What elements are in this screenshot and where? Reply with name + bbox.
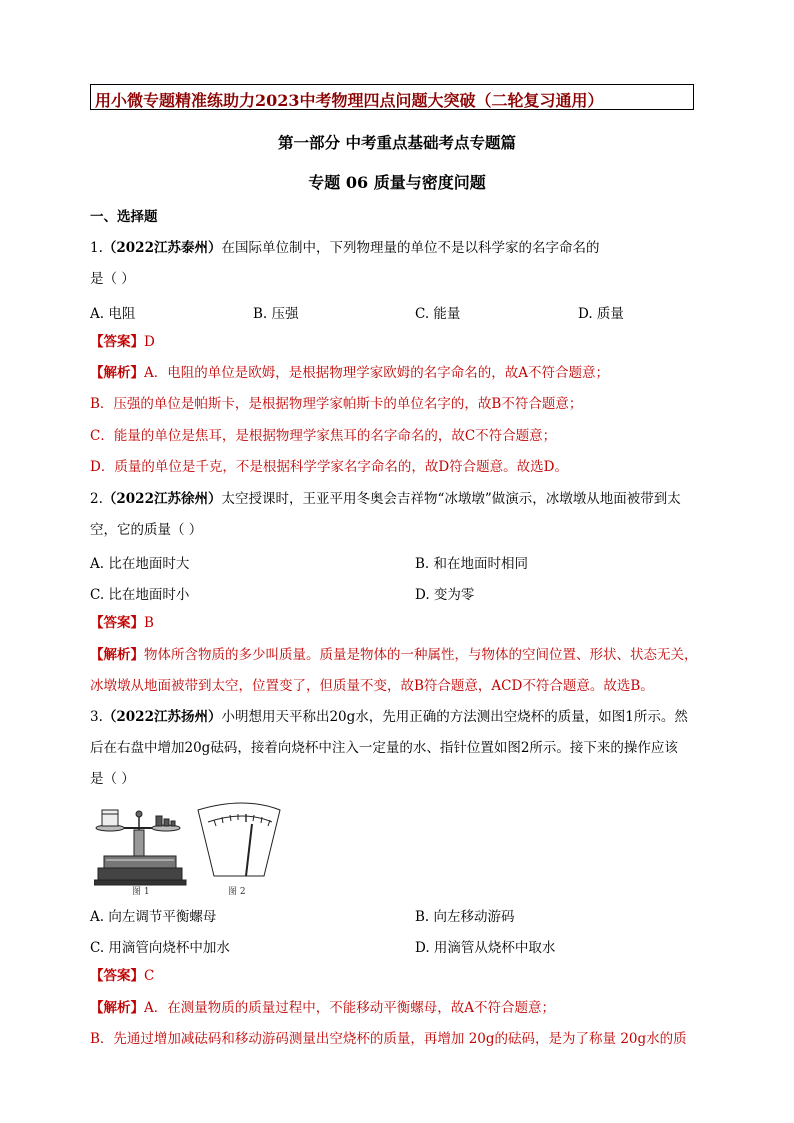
q1-analysis-line1: 【解析】A．电阻的单位是欧姆，是根据物理学家欧姆的名字命名的，故A不符合题意； bbox=[90, 365, 609, 381]
q2-source-tag: （2022江苏徐州） bbox=[102, 491, 222, 507]
q2-option-a: A. 比在地面时大 bbox=[90, 556, 190, 572]
q2-option-d: D. 变为零 bbox=[415, 587, 475, 603]
q1-analysis-line4: D．质量的单位是千克，不是根据科学学家名字命名的，故D符合题意。故选D。 bbox=[90, 459, 568, 475]
q3-stem-line1: 3.（2022江苏扬州）小明想用天平称出20g水，先用正确的方法测出空烧杯的质量，如图1所示。然 bbox=[90, 709, 688, 725]
q2-stem-line2: 空，它的质量（ ） bbox=[90, 522, 203, 538]
figure-1-label: 图 1 bbox=[132, 887, 150, 897]
series-banner-text: 用小微专题精准练助力2023中考物理四点问题大突破（二轮复习通用） bbox=[95, 91, 604, 110]
q3-stem-line2: 后在右盘中增加20g砝码，接着向烧杯中注入一定量的水、指针位置如图2所示。接下来的操作应该 bbox=[90, 740, 678, 756]
topic-title: 专题 06 质量与密度问题 bbox=[308, 173, 486, 192]
q3-source-tag: （2022江苏扬州） bbox=[102, 709, 222, 725]
figure-2-label: 图 2 bbox=[228, 887, 246, 897]
q3-figure bbox=[94, 800, 284, 898]
q1-analysis-line3: C．能量的单位是焦耳，是根据物理学家焦耳的名字命名的，故C不符合题意； bbox=[90, 428, 557, 444]
q3-stem-line3: 是（ ） bbox=[90, 771, 135, 787]
part-title: 第一部分 中考重点基础考点专题篇 bbox=[278, 133, 516, 152]
q1-option-a: A. 电阻 bbox=[90, 306, 136, 322]
q3-option-c: C. 用滴管向烧杯中加水 bbox=[90, 940, 230, 956]
q3-analysis-line2: B．先通过增加减砝码和移动游码测量出空烧杯的质量，再增加 20g的砝码，是为了称量 20g水的质 bbox=[90, 1031, 687, 1047]
q1-stem-line2: 是（ ） bbox=[90, 271, 135, 287]
q2-stem-line1: 2.（2022江苏徐州）太空授课时，王亚平用冬奥会吉祥物“冰墩墩”做演示，冰墩墩从地面被带到太 bbox=[90, 491, 681, 507]
balance-illustration bbox=[94, 800, 284, 898]
q1-option-c: C. 能量 bbox=[415, 306, 461, 322]
q2-option-c: C. 比在地面时小 bbox=[90, 587, 190, 603]
series-banner bbox=[90, 84, 694, 110]
q3-analysis-line1: 【解析】A．在测量物质的质量过程中，不能移动平衡螺母，故A不符合题意； bbox=[90, 1000, 555, 1016]
q3-option-d: D. 用滴管从烧杯中取水 bbox=[415, 940, 556, 956]
q2-option-b: B. 和在地面时相同 bbox=[415, 556, 529, 572]
q2-analysis-line1: 【解析】物体所含物质的多少叫质量。质量是物体的一种属性，与物体的空间位置、形状、状态无关， bbox=[90, 647, 698, 663]
q1-analysis-line2: B．压强的单位是帕斯卡，是根据物理学家帕斯卡的单位名字的，故B不符合题意； bbox=[90, 396, 583, 412]
q3-answer: 【答案】C bbox=[90, 968, 155, 984]
q1-option-d: D. 质量 bbox=[578, 306, 624, 322]
q1-stem-line1: 1.（2022江苏泰州）在国际单位制中，下列物理量的单位不是以科学家的名字命名的 bbox=[90, 240, 600, 256]
q1-source-tag: （2022江苏泰州） bbox=[102, 240, 222, 256]
q2-analysis-line2: 冰墩墩从地面被带到太空，位置变了，但质量不变，故B符合题意，ACD不符合题意。故选B。 bbox=[90, 678, 654, 694]
section-heading: 一、选择题 bbox=[90, 209, 158, 225]
balance-drawing bbox=[94, 810, 186, 885]
q3-option-a: A. 向左调节平衡螺母 bbox=[90, 909, 217, 925]
q1-answer: 【答案】D bbox=[90, 334, 155, 350]
q1-option-b: B. 压强 bbox=[253, 306, 299, 322]
q2-answer: 【答案】B bbox=[90, 615, 154, 631]
q3-option-b: B. 向左移动游码 bbox=[415, 909, 515, 925]
pointer-scale-drawing bbox=[198, 803, 280, 876]
